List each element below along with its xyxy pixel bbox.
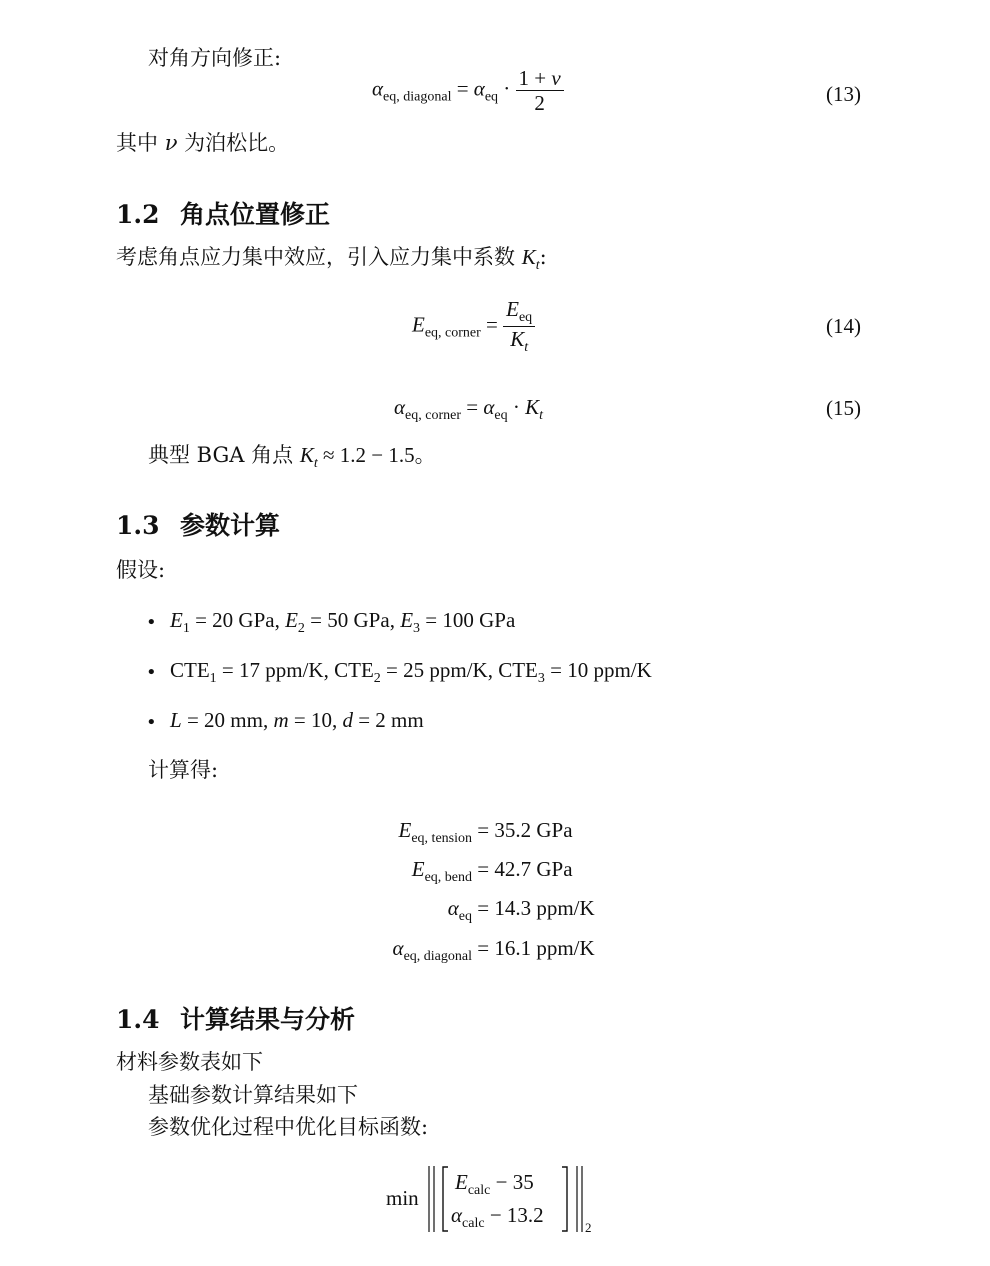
bullet-item-geometry: L = 20 mm, m = 10, d = 2 mm — [170, 708, 424, 732]
objective-row-1: $E_{calc} - 35$ — [455, 1170, 534, 1198]
computed-label: 计算得: — [148, 758, 219, 782]
equation-13: $\alpha_{eq, diagonal} = \alpha_{eq}$ · $\frac{1 + \nu}{2}$ — [372, 66, 564, 115]
bullet-item-cte: $CTE_1 = 17$ ppm/K, $CTE_2 = 25$ ppm/K, $CTE_3 = 10$ ppm/K — [170, 658, 652, 686]
objective-row-2: $\alpha_{calc} - 13.2$ — [451, 1203, 544, 1231]
section-heading-1-3: 1.3 参数计算 — [116, 511, 281, 540]
result-alpha-eq: $\alpha_{eq} = 14.3$ ppm/K — [447, 896, 595, 924]
equation-number-13: (13) — [826, 82, 861, 106]
poisson-note: 其中 ν 为泊松比。 — [116, 131, 290, 155]
equation-number-15: (15) — [826, 396, 861, 420]
section-heading-1-2: 1.2 角点位置修正 — [116, 200, 331, 229]
objective-min: min — [386, 1186, 419, 1210]
bullet-icon: • — [146, 612, 157, 633]
section-heading-1-4: 1.4 计算结果与分析 — [116, 1005, 356, 1034]
material-table-line: 材料参数表如下 — [116, 1050, 263, 1074]
equation-number-14: (14) — [826, 314, 861, 338]
equation-15: $\alpha_{eq, corner} = \alpha_{eq} \cdot K_t$ — [394, 395, 543, 423]
bullet-icon: • — [146, 712, 157, 733]
equation-14: $E_{eq, corner}$ = $\frac{E_{eq}}{K_t}$ — [412, 297, 535, 356]
result-e-bend: $E_{eq, bend} = 42.7$ GPa — [411, 857, 573, 885]
bullet-item-moduli: $E_1 = 20$ GPa, $E_2 = 50$ GPa, $E_3 = 100$ GPa — [170, 608, 516, 636]
basic-results-line: 基础参数计算结果如下 — [148, 1083, 358, 1107]
diagonal-intro: 对角方向修正: — [148, 46, 282, 70]
typical-kt-note: 典型 BGA 角点 $K_t \approx 1.2 - 1.5$。 — [148, 443, 436, 471]
bullet-icon: • — [146, 662, 157, 683]
assume-label: 假设: — [116, 558, 166, 582]
result-alpha-diagonal: $\alpha_{eq, diagonal} = 16.1$ ppm/K — [392, 936, 595, 964]
norm-subscript: 2 — [585, 1220, 592, 1235]
objective-intro-line: 参数优化过程中优化目标函数: — [148, 1115, 429, 1139]
result-e-tension: $E_{eq, tension} = 35.2$ GPa — [398, 818, 573, 846]
corner-intro: 考虑角点应力集中效应，引入应力集中系数 $K_t$: — [116, 245, 547, 273]
